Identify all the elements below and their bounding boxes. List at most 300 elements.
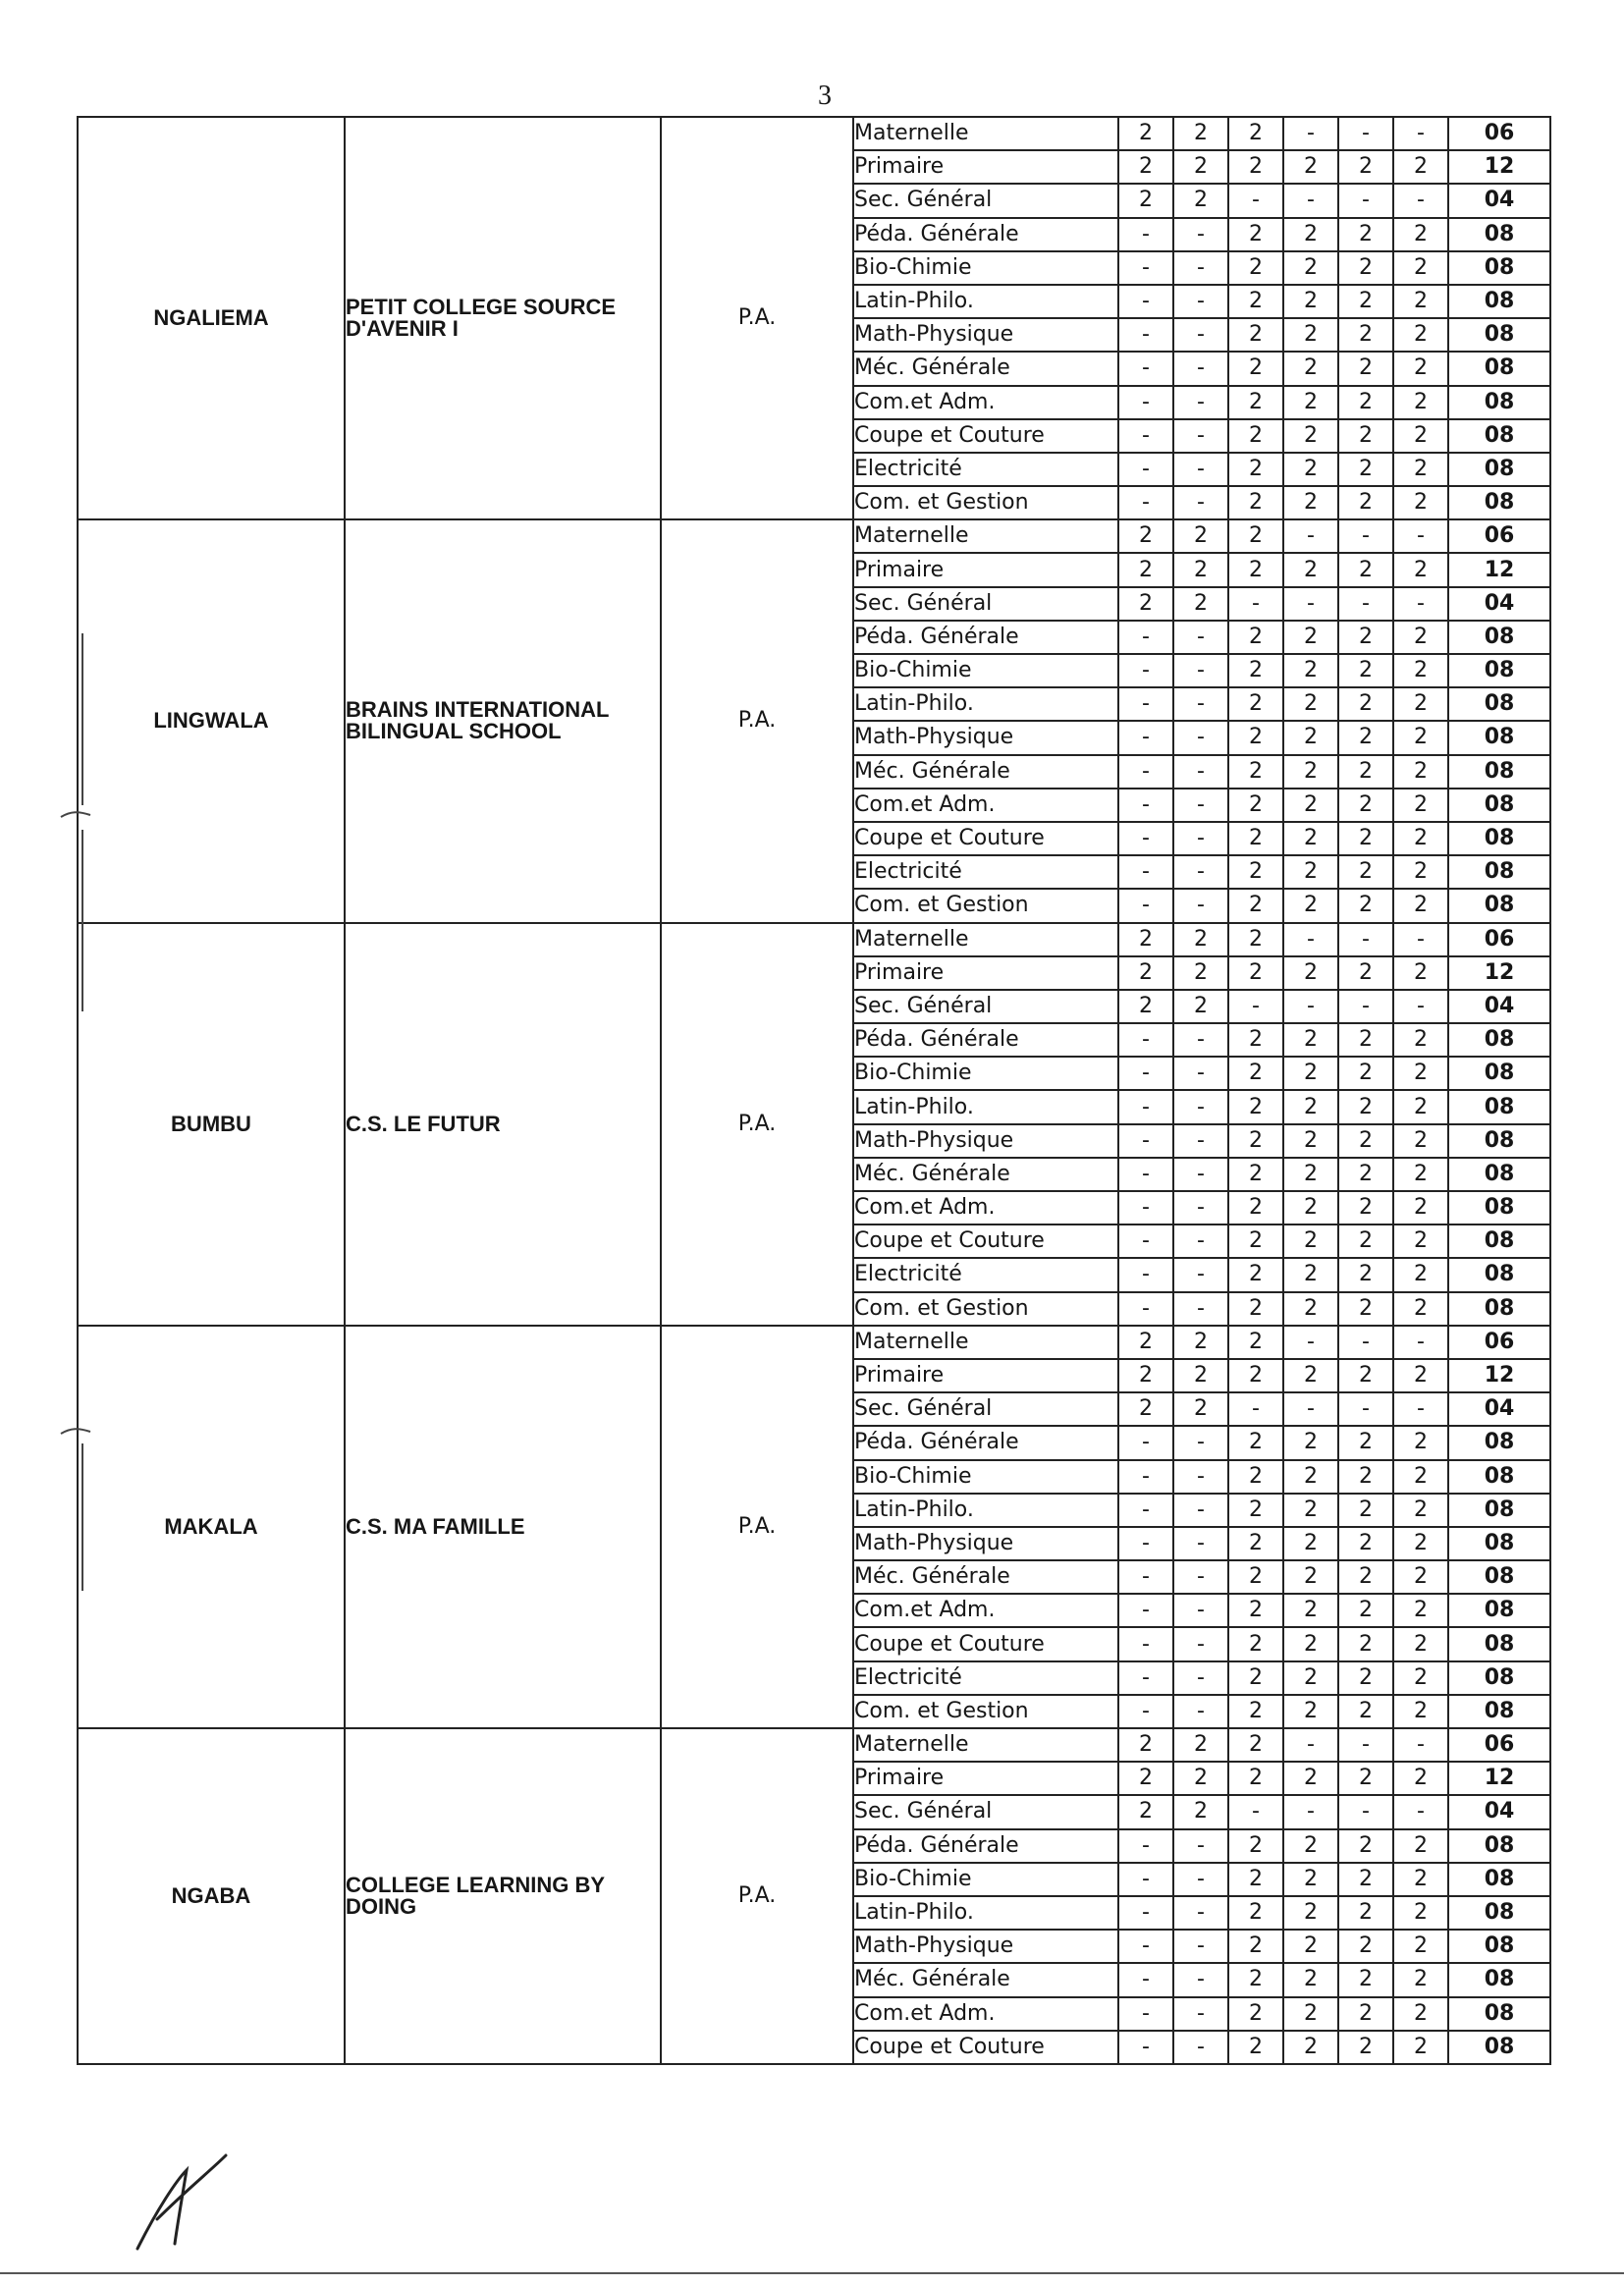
grade-count-cell: 2 <box>1393 822 1448 855</box>
grade-count-cell: 2 <box>1283 251 1338 285</box>
grade-count-cell: - <box>1118 1292 1173 1326</box>
grade-count-cell: 2 <box>1338 386 1393 419</box>
option-cell: Coupe et Couture <box>853 1225 1118 1258</box>
grade-count-cell: 2 <box>1393 1930 1448 1963</box>
grade-count-cell: 2 <box>1283 1560 1338 1594</box>
grade-count-cell: - <box>1173 789 1228 822</box>
grade-count-cell: - <box>1118 1460 1173 1494</box>
grade-count-cell: - <box>1173 1661 1228 1695</box>
total-cell: 06 <box>1448 1326 1550 1359</box>
grade-count-cell: 2 <box>1283 822 1338 855</box>
grade-count-cell: - <box>1118 654 1173 687</box>
grade-count-cell: 2 <box>1338 1124 1393 1158</box>
grade-count-cell: - <box>1118 251 1173 285</box>
grade-count-cell: 2 <box>1393 1460 1448 1494</box>
grade-count-cell: 2 <box>1283 654 1338 687</box>
total-cell: 06 <box>1448 923 1550 956</box>
grade-count-cell: 2 <box>1228 1326 1283 1359</box>
grade-count-cell: 2 <box>1228 251 1283 285</box>
school-cell: BRAINS INTERNATIONAL BILINGUAL SCHOOL <box>345 519 661 922</box>
grade-count-cell: 2 <box>1283 1527 1338 1560</box>
grade-count-cell: 2 <box>1338 1762 1393 1795</box>
option-cell: Com. et Gestion <box>853 486 1118 519</box>
school-cell: PETIT COLLEGE SOURCE D'AVENIR I <box>345 117 661 519</box>
grade-count-cell: - <box>1338 923 1393 956</box>
grade-count-cell: 2 <box>1338 1527 1393 1560</box>
grade-count-cell: 2 <box>1228 1728 1283 1762</box>
grade-count-cell: 2 <box>1393 1124 1448 1158</box>
total-cell: 08 <box>1448 822 1550 855</box>
grade-count-cell: 2 <box>1228 1896 1283 1930</box>
grade-count-cell: 2 <box>1228 285 1283 318</box>
total-cell: 04 <box>1448 184 1550 217</box>
total-cell: 08 <box>1448 318 1550 352</box>
grade-count-cell: - <box>1283 923 1338 956</box>
grade-count-cell: - <box>1338 1728 1393 1762</box>
total-cell: 12 <box>1448 553 1550 586</box>
grade-count-cell: - <box>1173 1225 1228 1258</box>
grade-count-cell: - <box>1393 1326 1448 1359</box>
grade-count-cell: 2 <box>1283 352 1338 385</box>
table-row <box>78 923 1550 956</box>
grade-count-cell: 2 <box>1283 1661 1338 1695</box>
grade-count-cell: - <box>1338 1326 1393 1359</box>
option-cell: Com. et Gestion <box>853 1695 1118 1728</box>
commune-cell: NGABA <box>78 1728 345 2064</box>
grade-count-cell: - <box>1338 184 1393 217</box>
grade-count-cell: - <box>1173 1896 1228 1930</box>
grade-count-cell: 2 <box>1393 553 1448 586</box>
option-cell: Péda. Générale <box>853 1023 1118 1057</box>
grade-count-cell: 2 <box>1283 1258 1338 1291</box>
grade-count-cell: 2 <box>1283 419 1338 453</box>
grade-count-cell: 2 <box>1338 1863 1393 1896</box>
grade-count-cell: - <box>1118 621 1173 654</box>
total-cell: 08 <box>1448 1191 1550 1225</box>
total-cell: 08 <box>1448 1158 1550 1191</box>
grade-count-cell: 2 <box>1393 721 1448 754</box>
grade-count-cell: 2 <box>1228 519 1283 553</box>
grade-count-cell: - <box>1173 1057 1228 1090</box>
grade-count-cell: 2 <box>1118 1392 1173 1426</box>
option-cell: Coupe et Couture <box>853 2031 1118 2064</box>
grade-count-cell: 2 <box>1338 453 1393 486</box>
grade-count-cell: 2 <box>1228 621 1283 654</box>
total-cell: 08 <box>1448 855 1550 889</box>
grade-count-cell: - <box>1393 117 1448 150</box>
grade-count-cell: - <box>1173 1191 1228 1225</box>
grade-count-cell: - <box>1393 990 1448 1023</box>
grade-count-cell: - <box>1118 889 1173 922</box>
option-cell: Méc. Générale <box>853 1963 1118 1996</box>
total-cell: 08 <box>1448 1896 1550 1930</box>
grade-count-cell: - <box>1118 1494 1173 1527</box>
grade-count-cell: - <box>1283 117 1338 150</box>
total-cell: 08 <box>1448 285 1550 318</box>
grade-count-cell: 2 <box>1228 1258 1283 1291</box>
option-cell: Primaire <box>853 150 1118 184</box>
grade-count-cell: - <box>1393 184 1448 217</box>
total-cell: 06 <box>1448 1728 1550 1762</box>
total-cell: 08 <box>1448 386 1550 419</box>
total-cell: 08 <box>1448 1560 1550 1594</box>
grade-count-cell: 2 <box>1228 1762 1283 1795</box>
total-cell: 04 <box>1448 1795 1550 1828</box>
grade-count-cell: 2 <box>1338 755 1393 789</box>
grade-count-cell: 2 <box>1393 1594 1448 1627</box>
option-cell: Coupe et Couture <box>853 822 1118 855</box>
total-cell: 08 <box>1448 1930 1550 1963</box>
grade-count-cell: - <box>1173 621 1228 654</box>
grade-count-cell: 2 <box>1393 1023 1448 1057</box>
total-cell: 08 <box>1448 1695 1550 1728</box>
grade-count-cell: - <box>1118 687 1173 721</box>
grade-count-cell: - <box>1283 519 1338 553</box>
grade-count-cell: 2 <box>1393 1527 1448 1560</box>
grade-count-cell: 2 <box>1283 285 1338 318</box>
grade-count-cell: 2 <box>1393 150 1448 184</box>
grade-count-cell: 2 <box>1393 486 1448 519</box>
total-cell: 08 <box>1448 687 1550 721</box>
grade-count-cell: 2 <box>1338 1560 1393 1594</box>
grade-count-cell: - <box>1118 218 1173 251</box>
grade-count-cell: 2 <box>1228 1057 1283 1090</box>
grade-count-cell: 2 <box>1338 1426 1393 1459</box>
grade-count-cell: 2 <box>1283 1426 1338 1459</box>
regime-cell: P.A. <box>661 1728 853 2064</box>
grade-count-cell: 2 <box>1118 1359 1173 1392</box>
grade-count-cell: 2 <box>1173 956 1228 990</box>
total-cell: 06 <box>1448 117 1550 150</box>
total-cell: 08 <box>1448 1460 1550 1494</box>
table-row <box>78 519 1550 553</box>
grade-count-cell: - <box>1173 386 1228 419</box>
option-cell: Bio-Chimie <box>853 251 1118 285</box>
grade-count-cell: 2 <box>1228 654 1283 687</box>
grade-count-cell: 2 <box>1228 453 1283 486</box>
grade-count-cell: - <box>1118 1527 1173 1560</box>
grade-count-cell: - <box>1338 990 1393 1023</box>
grade-count-cell: 2 <box>1173 923 1228 956</box>
total-cell: 08 <box>1448 1494 1550 1527</box>
grade-count-cell: 2 <box>1283 386 1338 419</box>
grade-count-cell: 2 <box>1173 553 1228 586</box>
option-cell: Math-Physique <box>853 1930 1118 1963</box>
grade-count-cell: 2 <box>1283 218 1338 251</box>
option-cell: Sec. Général <box>853 587 1118 621</box>
grade-count-cell: 2 <box>1393 687 1448 721</box>
grade-count-cell: - <box>1393 519 1448 553</box>
table-row <box>78 1728 1550 1762</box>
grade-count-cell: 2 <box>1338 1057 1393 1090</box>
grade-count-cell: - <box>1173 1258 1228 1291</box>
grade-count-cell: 2 <box>1393 755 1448 789</box>
commune-cell: MAKALA <box>78 1326 345 1728</box>
grade-count-cell: 2 <box>1393 1090 1448 1123</box>
grade-count-cell: 2 <box>1283 1292 1338 1326</box>
grade-count-cell: 2 <box>1338 956 1393 990</box>
grade-count-cell: - <box>1118 1829 1173 1863</box>
grade-count-cell: - <box>1173 2031 1228 2064</box>
total-cell: 08 <box>1448 1057 1550 1090</box>
option-cell: Latin-Philo. <box>853 1494 1118 1527</box>
option-cell: Sec. Général <box>853 1795 1118 1828</box>
grade-count-cell: 2 <box>1338 1997 1393 2031</box>
grade-count-cell: 2 <box>1228 1494 1283 1527</box>
grade-count-cell: - <box>1118 1997 1173 2031</box>
grade-count-cell: - <box>1338 117 1393 150</box>
grade-count-cell: 2 <box>1228 1627 1283 1660</box>
grade-count-cell: 2 <box>1283 150 1338 184</box>
grade-count-cell: 2 <box>1338 1963 1393 1996</box>
option-cell: Primaire <box>853 1359 1118 1392</box>
total-cell: 08 <box>1448 1225 1550 1258</box>
grade-count-cell: - <box>1283 1728 1338 1762</box>
grade-count-cell: 2 <box>1283 1863 1338 1896</box>
grade-count-cell: 2 <box>1283 889 1338 922</box>
grade-count-cell: 2 <box>1118 956 1173 990</box>
grade-count-cell: 2 <box>1118 1728 1173 1762</box>
grade-count-cell: 2 <box>1338 486 1393 519</box>
grade-count-cell: 2 <box>1338 1661 1393 1695</box>
grade-count-cell: 2 <box>1118 519 1173 553</box>
grade-count-cell: 2 <box>1338 1930 1393 1963</box>
grade-count-cell: 2 <box>1228 419 1283 453</box>
grade-count-cell: 2 <box>1338 654 1393 687</box>
total-cell: 08 <box>1448 352 1550 385</box>
grade-count-cell: 2 <box>1338 1896 1393 1930</box>
grade-count-cell: 2 <box>1393 1494 1448 1527</box>
total-cell: 08 <box>1448 1292 1550 1326</box>
total-cell: 08 <box>1448 218 1550 251</box>
grade-count-cell: 2 <box>1393 1863 1448 1896</box>
grade-count-cell: 2 <box>1338 419 1393 453</box>
option-cell: Electricité <box>853 1258 1118 1291</box>
total-cell: 08 <box>1448 1829 1550 1863</box>
regime-cell: P.A. <box>661 117 853 519</box>
grade-count-cell: 2 <box>1283 2031 1338 2064</box>
grade-count-cell: 2 <box>1283 1627 1338 1660</box>
option-cell: Sec. Général <box>853 1392 1118 1426</box>
option-cell: Electricité <box>853 453 1118 486</box>
grade-count-cell: - <box>1283 184 1338 217</box>
grade-count-cell: 2 <box>1283 1057 1338 1090</box>
total-cell: 08 <box>1448 789 1550 822</box>
grade-count-cell: - <box>1173 855 1228 889</box>
page-number: 3 <box>818 81 832 111</box>
grade-count-cell: 2 <box>1338 1627 1393 1660</box>
total-cell: 04 <box>1448 990 1550 1023</box>
grade-count-cell: - <box>1118 1057 1173 1090</box>
grade-count-cell: - <box>1283 587 1338 621</box>
option-cell: Latin-Philo. <box>853 687 1118 721</box>
grade-count-cell: 2 <box>1228 352 1283 385</box>
commune-cell: NGALIEMA <box>78 117 345 519</box>
grade-count-cell: 2 <box>1118 1795 1173 1828</box>
grade-count-cell: - <box>1173 453 1228 486</box>
grade-count-cell: 2 <box>1228 1963 1283 1996</box>
option-cell: Bio-Chimie <box>853 1460 1118 1494</box>
grade-count-cell: 2 <box>1283 789 1338 822</box>
grade-count-cell: 2 <box>1228 386 1283 419</box>
grade-count-cell: 2 <box>1228 1124 1283 1158</box>
grade-count-cell: - <box>1173 889 1228 922</box>
grade-count-cell: - <box>1118 1023 1173 1057</box>
grade-count-cell: - <box>1393 587 1448 621</box>
grade-count-cell: - <box>1118 386 1173 419</box>
grade-count-cell: - <box>1173 1527 1228 1560</box>
grade-count-cell: 2 <box>1393 1225 1448 1258</box>
grade-count-cell: - <box>1173 285 1228 318</box>
option-cell: Primaire <box>853 1762 1118 1795</box>
grade-count-cell: 2 <box>1393 419 1448 453</box>
grade-count-cell: - <box>1173 1023 1228 1057</box>
grade-count-cell: 2 <box>1173 1728 1228 1762</box>
grade-count-cell: 2 <box>1393 1762 1448 1795</box>
grade-count-cell: 2 <box>1228 1460 1283 1494</box>
option-cell: Com.et Adm. <box>853 386 1118 419</box>
grade-count-cell: 2 <box>1228 822 1283 855</box>
grade-count-cell: 2 <box>1283 1090 1338 1123</box>
grade-count-cell: - <box>1118 755 1173 789</box>
option-cell: Math-Physique <box>853 318 1118 352</box>
grade-count-cell: 2 <box>1338 1191 1393 1225</box>
option-cell: Méc. Générale <box>853 1158 1118 1191</box>
option-cell: Péda. Générale <box>853 1829 1118 1863</box>
grade-count-cell: 2 <box>1338 855 1393 889</box>
grade-count-cell: - <box>1173 486 1228 519</box>
grade-count-cell: - <box>1118 453 1173 486</box>
grade-count-cell: - <box>1118 1191 1173 1225</box>
grade-count-cell: - <box>1118 1661 1173 1695</box>
total-cell: 08 <box>1448 419 1550 453</box>
grade-count-cell: - <box>1283 1795 1338 1828</box>
grade-count-cell: 2 <box>1228 1225 1283 1258</box>
grade-count-cell: 2 <box>1283 486 1338 519</box>
grade-count-cell: - <box>1338 1392 1393 1426</box>
school-cell: COLLEGE LEARNING BY DOING <box>345 1728 661 2064</box>
option-cell: Maternelle <box>853 519 1118 553</box>
total-cell: 08 <box>1448 1661 1550 1695</box>
grade-count-cell: 2 <box>1283 1460 1338 1494</box>
option-cell: Latin-Philo. <box>853 1896 1118 1930</box>
grade-count-cell: 2 <box>1228 1695 1283 1728</box>
grade-count-cell: - <box>1283 1326 1338 1359</box>
regime-cell: P.A. <box>661 1326 853 1728</box>
grade-count-cell: 2 <box>1228 1292 1283 1326</box>
grade-count-cell: 2 <box>1228 553 1283 586</box>
grade-count-cell: 2 <box>1283 553 1338 586</box>
grade-count-cell: - <box>1118 318 1173 352</box>
grade-count-cell: 2 <box>1228 1560 1283 1594</box>
grade-count-cell: - <box>1173 1963 1228 1996</box>
grade-count-cell: - <box>1173 1090 1228 1123</box>
grade-count-cell: 2 <box>1283 621 1338 654</box>
grade-count-cell: 2 <box>1338 1359 1393 1392</box>
grade-count-cell: 2 <box>1283 721 1338 754</box>
total-cell: 08 <box>1448 721 1550 754</box>
grade-count-cell: 2 <box>1393 1258 1448 1291</box>
grade-count-cell: 2 <box>1338 1023 1393 1057</box>
grade-count-cell: - <box>1173 654 1228 687</box>
grade-count-cell: - <box>1173 419 1228 453</box>
grade-count-cell: 2 <box>1283 1997 1338 2031</box>
grade-count-cell: - <box>1173 1997 1228 2031</box>
grade-count-cell: 2 <box>1393 889 1448 922</box>
grade-count-cell: - <box>1173 1292 1228 1326</box>
grade-count-cell: 2 <box>1118 923 1173 956</box>
grade-count-cell: 2 <box>1393 352 1448 385</box>
option-cell: Primaire <box>853 553 1118 586</box>
grade-count-cell: - <box>1118 486 1173 519</box>
grade-count-cell: - <box>1338 519 1393 553</box>
grade-count-cell: 2 <box>1283 1695 1338 1728</box>
grade-count-cell: - <box>1118 789 1173 822</box>
grade-count-cell: 2 <box>1228 150 1283 184</box>
school-cell: C.S. LE FUTUR <box>345 923 661 1326</box>
grade-count-cell: - <box>1283 1392 1338 1426</box>
grade-count-cell: 2 <box>1173 184 1228 217</box>
grade-count-cell: 2 <box>1393 1560 1448 1594</box>
grade-count-cell: 2 <box>1393 1158 1448 1191</box>
grade-count-cell: 2 <box>1338 1829 1393 1863</box>
grade-count-cell: - <box>1228 1392 1283 1426</box>
grade-count-cell: - <box>1118 1258 1173 1291</box>
grade-count-cell: - <box>1228 587 1283 621</box>
option-cell: Com. et Gestion <box>853 889 1118 922</box>
grade-count-cell: 2 <box>1228 1426 1283 1459</box>
grade-count-cell: 2 <box>1283 755 1338 789</box>
grade-count-cell: 2 <box>1283 1930 1338 1963</box>
grade-count-cell: 2 <box>1393 218 1448 251</box>
grade-count-cell: 2 <box>1393 1661 1448 1695</box>
grade-count-cell: 2 <box>1118 184 1173 217</box>
grade-count-cell: - <box>1338 587 1393 621</box>
option-cell: Com. et Gestion <box>853 1292 1118 1326</box>
total-cell: 08 <box>1448 1023 1550 1057</box>
grade-count-cell: 2 <box>1283 1158 1338 1191</box>
grade-count-cell: 2 <box>1173 1795 1228 1828</box>
grade-count-cell: 2 <box>1228 1997 1283 2031</box>
grade-count-cell: 2 <box>1338 553 1393 586</box>
grade-count-cell: 2 <box>1118 553 1173 586</box>
grade-count-cell: 2 <box>1393 654 1448 687</box>
grade-count-cell: 2 <box>1228 117 1283 150</box>
grade-count-cell: 2 <box>1393 1359 1448 1392</box>
regime-cell: P.A. <box>661 519 853 922</box>
grade-count-cell: - <box>1228 990 1283 1023</box>
grade-count-cell: 2 <box>1118 1326 1173 1359</box>
grade-count-cell: 2 <box>1393 1896 1448 1930</box>
total-cell: 08 <box>1448 1124 1550 1158</box>
grade-count-cell: 2 <box>1393 1191 1448 1225</box>
total-cell: 08 <box>1448 2031 1550 2064</box>
grade-count-cell: - <box>1118 822 1173 855</box>
grade-count-cell: - <box>1118 1124 1173 1158</box>
grade-count-cell: 2 <box>1338 621 1393 654</box>
grade-count-cell: - <box>1118 1963 1173 1996</box>
option-cell: Bio-Chimie <box>853 654 1118 687</box>
total-cell: 08 <box>1448 755 1550 789</box>
grade-count-cell: 2 <box>1228 1023 1283 1057</box>
grade-count-cell: 2 <box>1338 822 1393 855</box>
grade-count-cell: 2 <box>1173 117 1228 150</box>
total-cell: 12 <box>1448 150 1550 184</box>
grade-count-cell: 2 <box>1283 1963 1338 1996</box>
grade-count-cell: 2 <box>1283 1829 1338 1863</box>
grade-count-cell: 2 <box>1338 251 1393 285</box>
grade-count-cell: 2 <box>1283 1896 1338 1930</box>
